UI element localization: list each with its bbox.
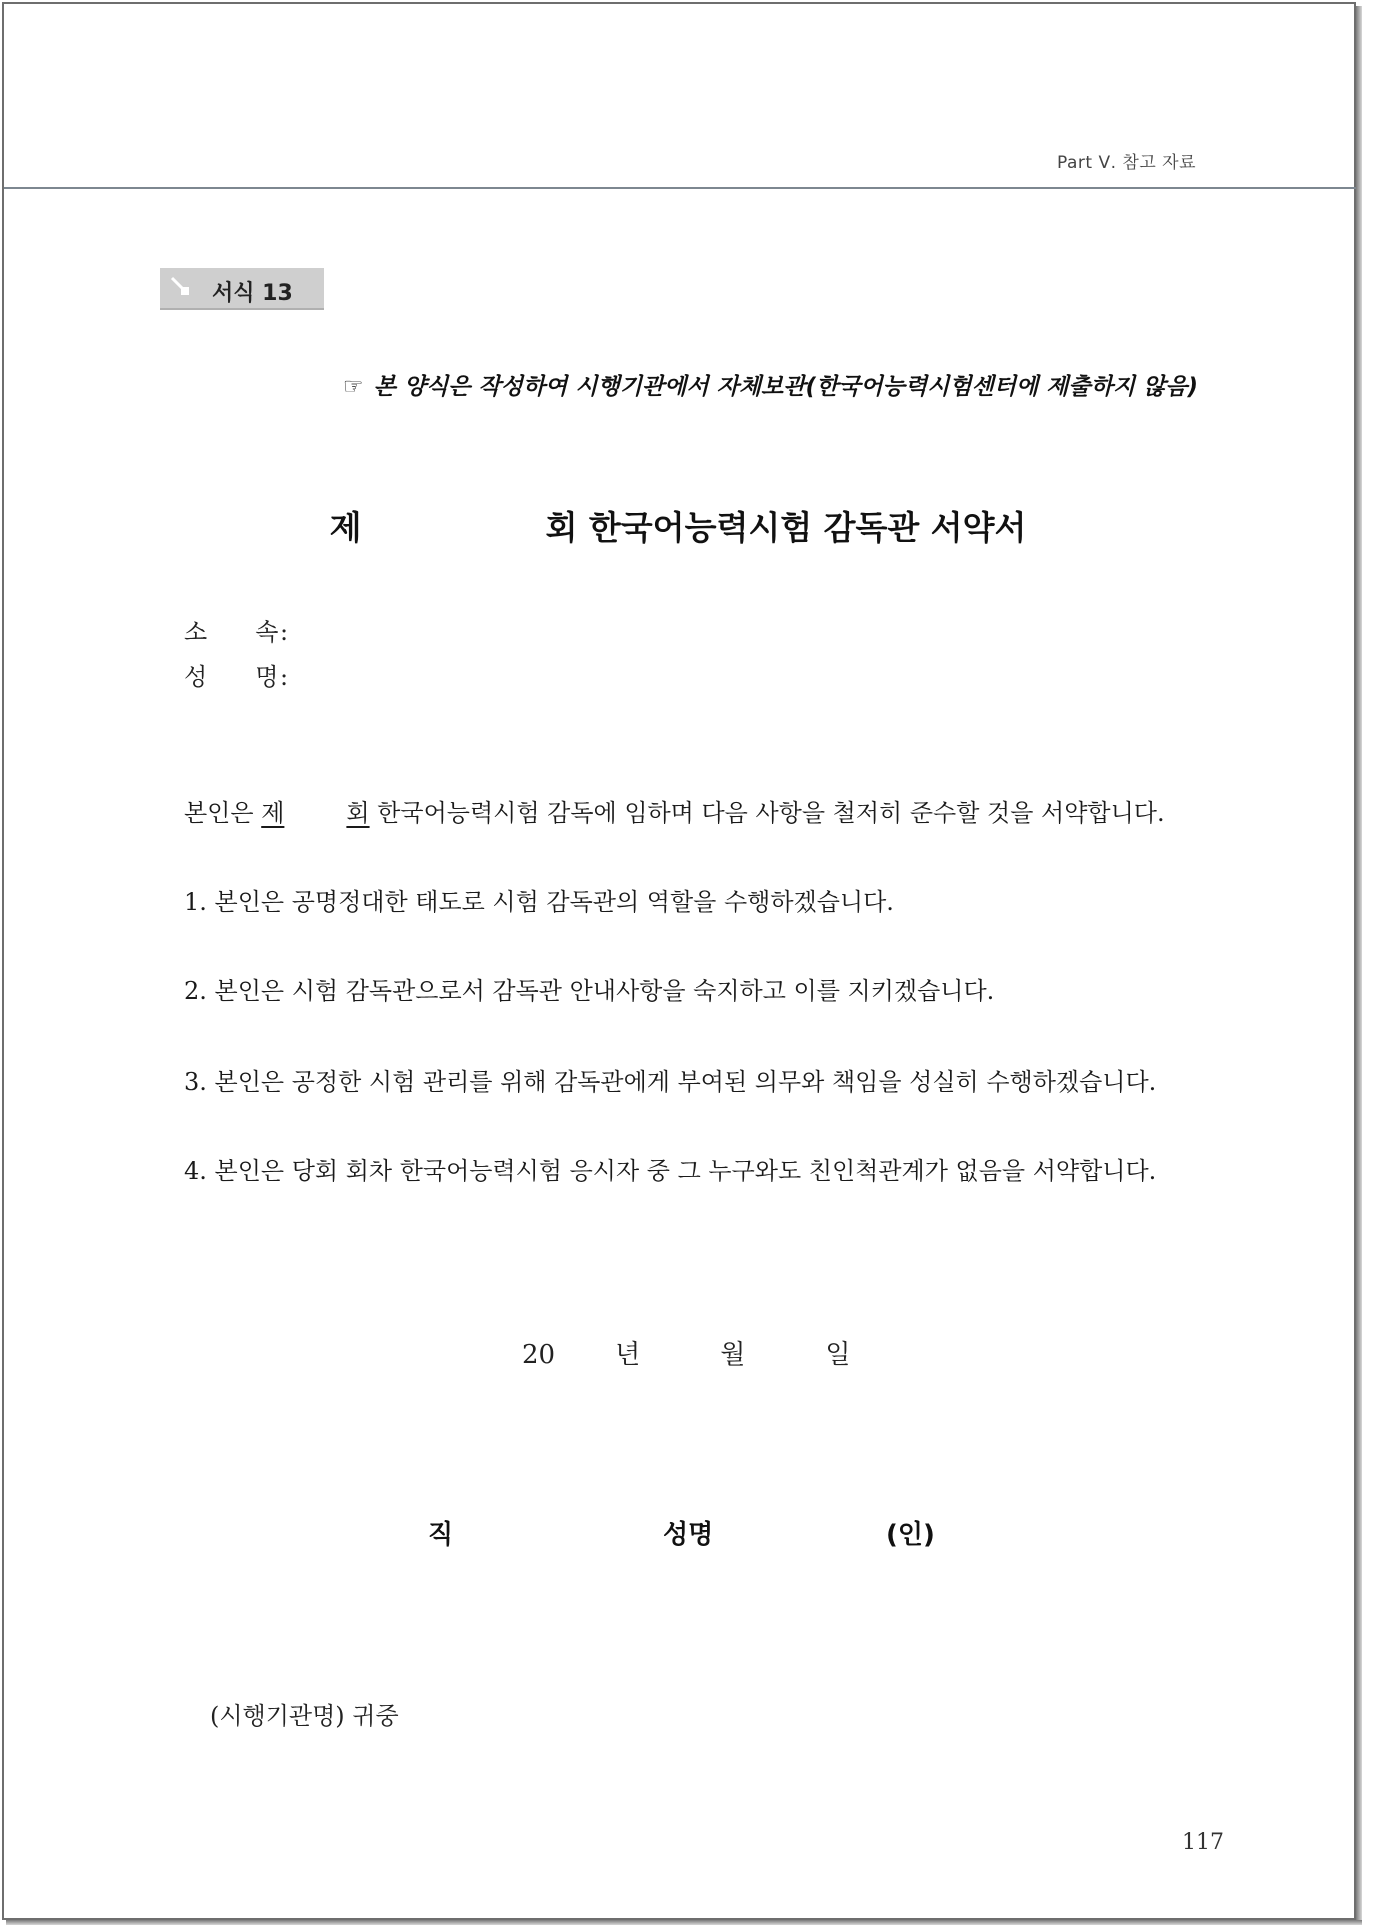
pledge-item: 3. 본인은 공정한 시험 관리를 위해 감독관에게 부여된 의무와 책임을 성실히 수행하겠습니다. — [184, 1068, 1157, 1096]
corner-arrow-icon — [170, 276, 192, 298]
day-label: 일 — [825, 1340, 851, 1370]
field-colon: : — [280, 663, 289, 691]
running-header: Part Ⅴ. 참고 자료 — [1057, 153, 1196, 173]
page-number: 117 — [1182, 1830, 1224, 1855]
title-part-1: 제 — [329, 508, 362, 547]
year-label: 년 — [615, 1340, 641, 1370]
document-title — [0, 502, 1356, 549]
position-label: 직 — [428, 1520, 454, 1550]
page-shadow — [6, 1920, 1362, 1925]
field-colon: : — [280, 618, 289, 646]
header-rule — [4, 187, 1356, 189]
page-shadow — [1356, 6, 1362, 1924]
field-label-char: 명 — [255, 663, 279, 691]
year-prefix: 20 — [522, 1340, 556, 1370]
pledge-suffix: 한국어능력시험 감독에 임하며 다음 사항을 철저히 준수할 것을 서약합니다. — [377, 799, 1165, 827]
pledge-item: 1. 본인은 공명정대한 태도로 시험 감독관의 역할을 수행하겠습니다. — [184, 888, 894, 916]
session-blank: 제 회 — [261, 799, 370, 827]
field-label-char: 성 — [184, 663, 208, 691]
pledge-item: 2. 본인은 시험 감독관으로서 감독관 안내사항을 숙지하고 이를 지키겠습니다. — [184, 977, 995, 1005]
month-label: 월 — [720, 1340, 746, 1370]
notice-text: 본 양식은 작성하여 시행기관에서 자체보관(한국어능력시험센터에 제출하지 않음) — [373, 374, 1198, 400]
field-label-char: 속 — [255, 618, 279, 646]
recipient-line: (시행기관명) 귀중 — [210, 1702, 399, 1730]
signature-name-label: 성명 — [663, 1520, 714, 1550]
pledge-prefix: 본인은 — [184, 799, 254, 827]
pledge-statement — [184, 793, 1165, 828]
signing-date — [522, 1334, 850, 1371]
seal-label: (인) — [886, 1520, 935, 1550]
form-number-tab — [160, 268, 324, 310]
form-number-label: 서식 13 — [212, 281, 293, 306]
name-field — [184, 657, 288, 692]
field-label-char: 소 — [184, 618, 208, 646]
title-part-2: 회 한국어능력시험 감독관 서약서 — [545, 508, 1027, 547]
storage-notice — [343, 368, 1198, 401]
pledge-item: 4. 본인은 당회 회차 한국어능력시험 응시자 중 그 누구와도 친인척관계가 없음을 서약합니다. — [184, 1157, 1157, 1185]
pointing-hand-icon: ☞ — [342, 374, 364, 400]
affiliation-field — [184, 612, 288, 647]
